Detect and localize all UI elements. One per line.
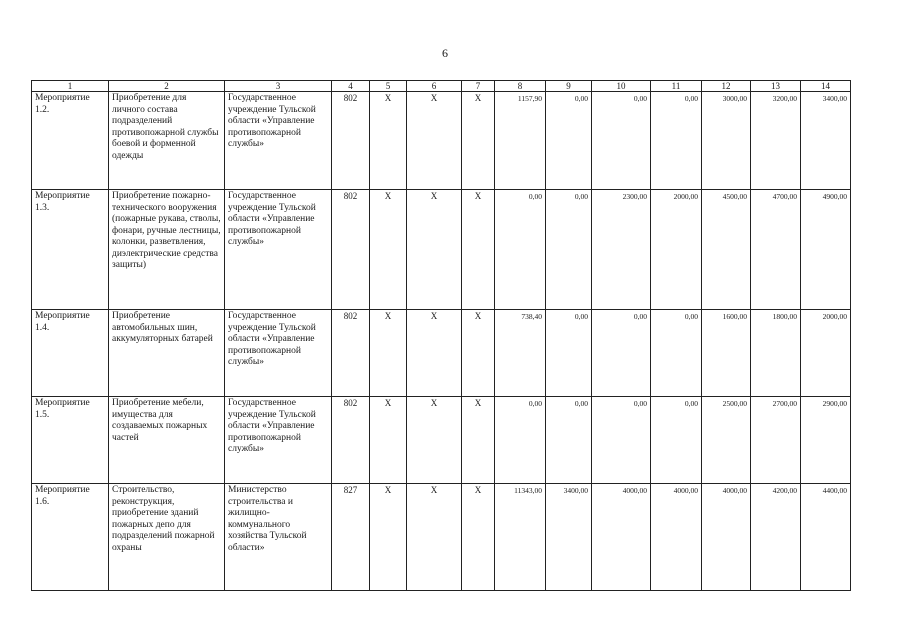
cell-x: X [407, 397, 462, 484]
measure-name: Мероприятие 1.5. [32, 397, 109, 484]
amount-cell: 4400,00 [801, 484, 851, 591]
amount-cell: 11343,00 [495, 484, 546, 591]
measure-description: Приобретение для личного состава подразделений противопожарной службы боевой и форменной одежды [109, 92, 225, 190]
amount-cell: 3400,00 [546, 484, 592, 591]
amount-cell: 0,00 [651, 397, 702, 484]
cell-x: X [370, 310, 407, 397]
amount-cell: 0,00 [592, 92, 651, 190]
column-header: 14 [801, 81, 851, 92]
amount-cell: 4000,00 [702, 484, 751, 591]
amount-cell: 2000,00 [801, 310, 851, 397]
amount-cell: 0,00 [546, 397, 592, 484]
amount-cell: 1157,90 [495, 92, 546, 190]
program-measures-table [31, 80, 851, 591]
cell-x: X [370, 92, 407, 190]
amount-cell: 4200,00 [751, 484, 801, 591]
amount-cell: 4900,00 [801, 190, 851, 310]
cell-x: X [462, 397, 495, 484]
cell-x: X [407, 190, 462, 310]
column-header: 3 [225, 81, 332, 92]
measure-executor: Министерство строительства и жилищно-коммунального хозяйства Тульской области» [225, 484, 332, 591]
amount-cell: 0,00 [546, 92, 592, 190]
amount-cell: 2300,00 [592, 190, 651, 310]
cell-x: X [407, 92, 462, 190]
budget-code: 827 [332, 484, 370, 591]
amount-cell: 0,00 [592, 397, 651, 484]
cell-x: X [462, 190, 495, 310]
cell-x: X [370, 397, 407, 484]
amount-cell: 0,00 [592, 310, 651, 397]
amount-cell: 0,00 [651, 310, 702, 397]
amount-cell: 4700,00 [751, 190, 801, 310]
column-header: 7 [462, 81, 495, 92]
measure-name: Мероприятие 1.4. [32, 310, 109, 397]
measure-description: Приобретение пожарно-технического вооружения (пожарные рукава, стволы, фонари, ручные лестницы, колонки, разветвления, диэлектрические средства защиты) [109, 190, 225, 310]
column-header: 4 [332, 81, 370, 92]
column-header: 2 [109, 81, 225, 92]
amount-cell: 4500,00 [702, 190, 751, 310]
budget-code: 802 [332, 310, 370, 397]
cell-x: X [370, 484, 407, 591]
table-row [32, 310, 851, 397]
measure-executor: Государственное учреждение Тульской области «Управление противопожарной службы» [225, 190, 332, 310]
column-header: 13 [751, 81, 801, 92]
amount-cell: 0,00 [651, 92, 702, 190]
table-row [32, 92, 851, 190]
measure-name: Мероприятие 1.2. [32, 92, 109, 190]
table-row [32, 484, 851, 591]
column-header: 10 [592, 81, 651, 92]
cell-x: X [407, 310, 462, 397]
column-header: 11 [651, 81, 702, 92]
measure-name: Мероприятие 1.3. [32, 190, 109, 310]
measure-description: Приобретение мебели, имущества для создаваемых пожарных частей [109, 397, 225, 484]
measure-executor: Государственное учреждение Тульской области «Управление противопожарной службы» [225, 92, 332, 190]
table-row [32, 397, 851, 484]
amount-cell: 3400,00 [801, 92, 851, 190]
column-header: 1 [32, 81, 109, 92]
cell-x: X [370, 190, 407, 310]
amount-cell: 0,00 [495, 190, 546, 310]
amount-cell: 3200,00 [751, 92, 801, 190]
amount-cell: 0,00 [495, 397, 546, 484]
amount-cell: 738,40 [495, 310, 546, 397]
amount-cell: 1800,00 [751, 310, 801, 397]
amount-cell: 3000,00 [702, 92, 751, 190]
amount-cell: 4000,00 [651, 484, 702, 591]
amount-cell: 2900,00 [801, 397, 851, 484]
cell-x: X [407, 484, 462, 591]
column-header: 8 [495, 81, 546, 92]
column-header: 12 [702, 81, 751, 92]
budget-code: 802 [332, 397, 370, 484]
amount-cell: 0,00 [546, 190, 592, 310]
budget-code: 802 [332, 92, 370, 190]
measure-description: Строительство, реконструкция, приобретение зданий пожарных депо для подразделений пожарной охраны [109, 484, 225, 591]
table-row [32, 190, 851, 310]
amount-cell: 2500,00 [702, 397, 751, 484]
amount-cell: 2000,00 [651, 190, 702, 310]
header-row [32, 81, 851, 92]
amount-cell: 4000,00 [592, 484, 651, 591]
amount-cell: 0,00 [546, 310, 592, 397]
measure-executor: Государственное учреждение Тульской области «Управление противопожарной службы» [225, 310, 332, 397]
measure-executor: Государственное учреждение Тульской области «Управление противопожарной службы» [225, 397, 332, 484]
cell-x: X [462, 310, 495, 397]
measure-name: Мероприятие 1.6. [32, 484, 109, 591]
budget-code: 802 [332, 190, 370, 310]
cell-x: X [462, 92, 495, 190]
column-header: 5 [370, 81, 407, 92]
page-number: 6 [442, 46, 448, 60]
amount-cell: 2700,00 [751, 397, 801, 484]
column-header: 9 [546, 81, 592, 92]
column-header: 6 [407, 81, 462, 92]
cell-x: X [462, 484, 495, 591]
amount-cell: 1600,00 [702, 310, 751, 397]
measure-description: Приобретение автомобильных шин, аккумуляторных батарей [109, 310, 225, 397]
